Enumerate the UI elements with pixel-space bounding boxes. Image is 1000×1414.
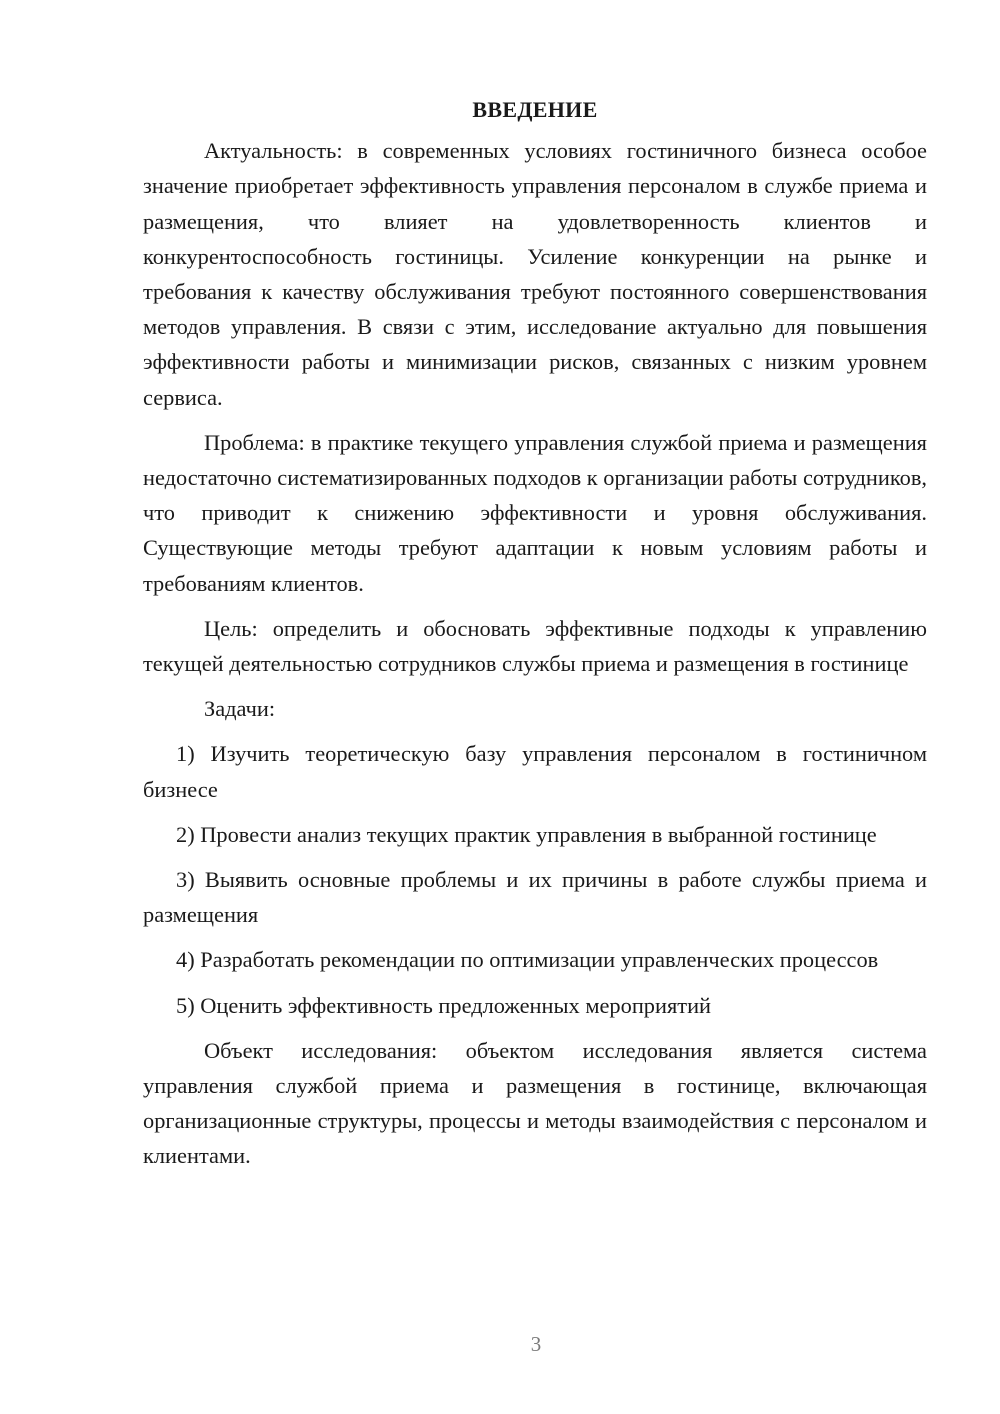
object-paragraph: Объект исследования: объектом исследования является система управления службой приема и размещения в гостинице, включающая организационные структуры, процессы и методы взаимодействия с персоналом и клиентами. (143, 1037, 927, 1169)
goal-paragraph: Цель: определить и обосновать эффективные подходы к управлению текущей деятельностью сотрудников службы приема и размещения в гостинице (143, 615, 927, 677)
section-heading: ВВЕДЕНИЕ (472, 97, 598, 122)
task-item: 4) Разработать рекомендации по оптимизации управленческих процессов (176, 947, 879, 973)
task-item: 3) Выявить основные проблемы и их причины в работе службы приема и размещения (143, 867, 927, 928)
page-number: 3 (530, 1332, 542, 1356)
problem-paragraph: Проблема: в практике текущего управления службой приема и размещения недостаточно систематизированных подходов к организации работы сотрудников, что приводит к снижению эффективности и уровня обслуживания. Существующие методы требуют адаптации к новым условиям работы и требованиям клиентов. (143, 429, 927, 596)
page-content (143, 92, 927, 1184)
task-item: 5) Оценить эффективность предложенных мероприятий (176, 992, 712, 1018)
task-item: 1) Изучить теоретическую базу управления персоналом в гостиничном бизнесе (143, 741, 927, 802)
tasks-label: Задачи: (204, 696, 276, 722)
relevance-paragraph: Актуальность: в современных условиях гостиничного бизнеса особое значение приобретает эффективность управления персоналом в службе приема и размещения, что влияет на удовлетворенность клиентов и конкурентоспособность гостиницы. Усиление конкуренции на рынке и требования к качеству обслуживания требуют постоянного совершенствования методов управления. В связи с этим, исследование актуально для повышения эффективности работы и минимизации рисков, связанных с низким уровнем сервиса. (143, 138, 927, 410)
task-item: 2) Провести анализ текущих практик управления в выбранной гостинице (176, 821, 877, 847)
